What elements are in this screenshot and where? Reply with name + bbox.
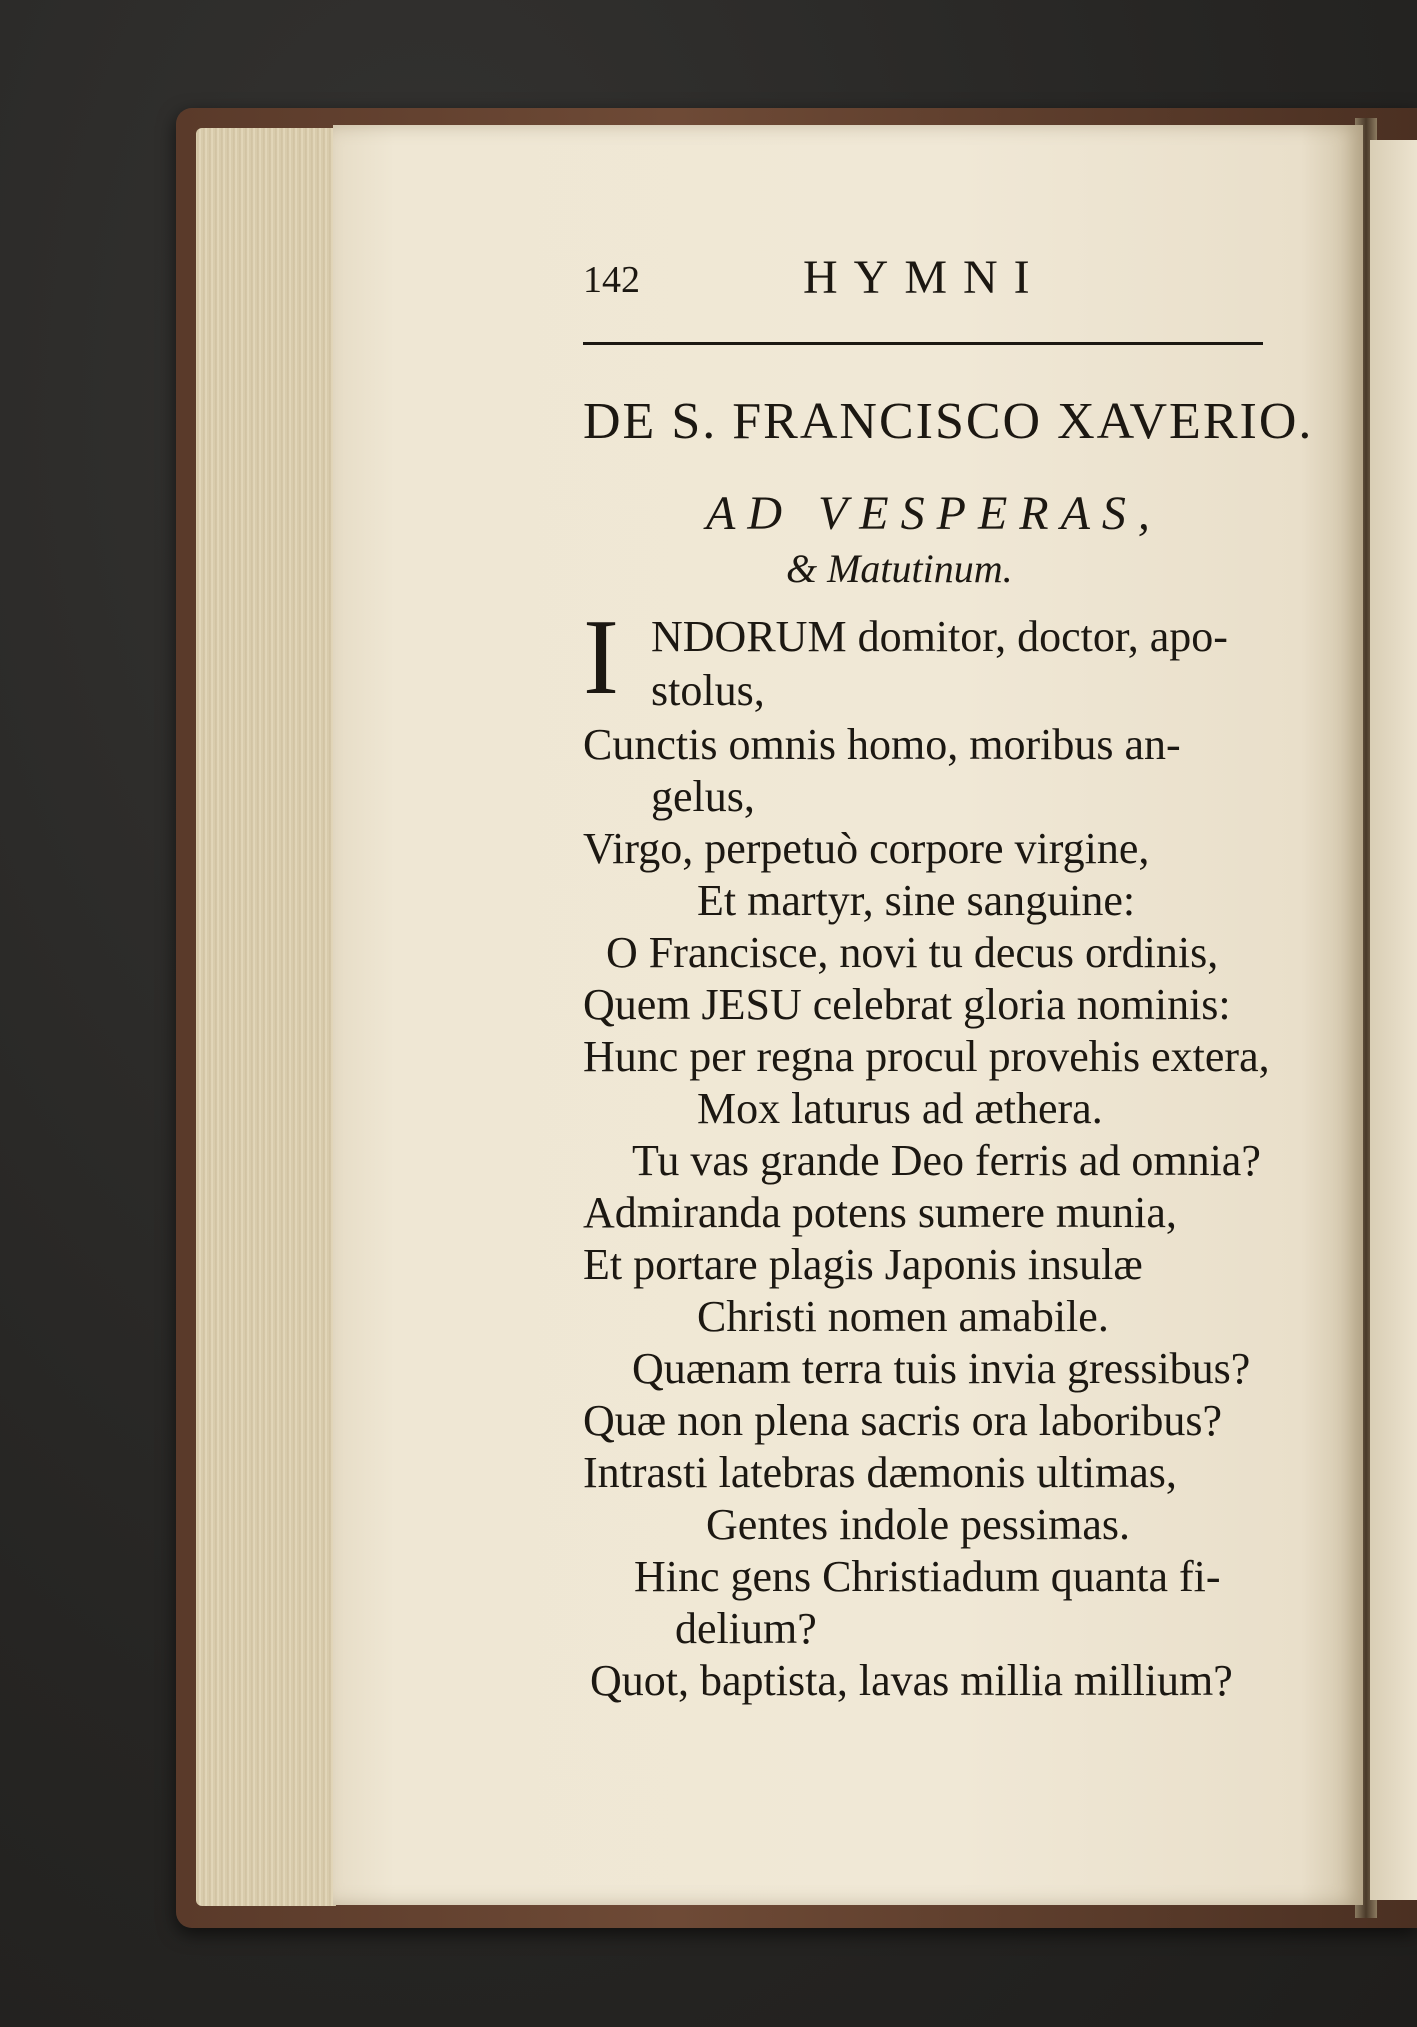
verse-line: Hunc per regna procul provehis extera,	[583, 1032, 1270, 1081]
verse-line: stolus,	[651, 666, 765, 715]
verse-line: Quem JESU celebrat gloria nominis:	[583, 980, 1231, 1029]
verse-line: Quæ non plena sacris ora laboribus?	[583, 1396, 1223, 1445]
verse-line: Cunctis omnis homo, moribus an-	[583, 720, 1181, 769]
verse-line: NDORUM domitor, doctor, apo-	[651, 612, 1228, 661]
hymn-title: DE S. FRANCISCO XAVERIO.	[583, 393, 1314, 450]
verse-line: Christi nomen amabile.	[697, 1292, 1109, 1341]
hymn-subhead: AD VESPERAS,	[706, 487, 1162, 540]
verse-line: Et martyr, sine sanguine:	[697, 876, 1136, 925]
verse-line: Quænam terra tuis invia gressibus?	[632, 1344, 1251, 1393]
verse-line: Et portare plagis Japonis insulæ	[583, 1240, 1143, 1289]
verse-line: Virgo, perpetuò corpore virgine,	[583, 824, 1150, 873]
verse-line: Admiranda potens sumere munia,	[583, 1188, 1177, 1237]
verse-line: Tu vas grande Deo ferris ad omnia?	[632, 1136, 1261, 1185]
verse-line: Mox laturus ad æthera.	[697, 1084, 1103, 1133]
header-rule	[583, 342, 1263, 345]
running-head: HYMNI	[803, 251, 1046, 304]
page-number: 142	[583, 259, 640, 301]
verse-line: Gentes indole pessimas.	[706, 1500, 1131, 1549]
facing-page	[1370, 140, 1417, 1900]
verse-line: Intrasti latebras dæmonis ultimas,	[583, 1448, 1177, 1497]
verse-line: Hinc gens Christiadum quanta fi-	[634, 1552, 1221, 1601]
verse-line: Quot, baptista, lavas millia millium?	[590, 1656, 1233, 1705]
verse-line: delium?	[675, 1604, 817, 1653]
verse-line: O Francisce, novi tu decus ordinis,	[606, 928, 1219, 977]
drop-cap: I	[583, 598, 619, 717]
verse-line: gelus,	[651, 772, 755, 821]
hymn-subhead-2: & Matutinum.	[786, 546, 1013, 591]
page-edges	[196, 128, 336, 1906]
